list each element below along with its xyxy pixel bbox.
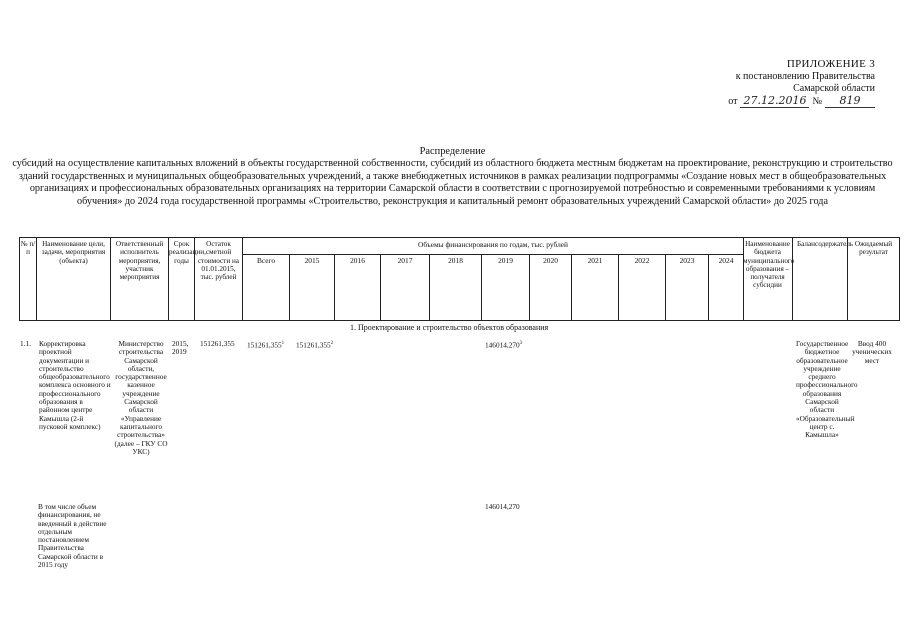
row-total-note: 1 (281, 341, 285, 346)
document-heading (12, 146, 893, 208)
header-year-2016: 2016 (335, 254, 381, 320)
row-num: 1.1. (20, 339, 31, 348)
row-including-2019: 146014,270 (485, 502, 520, 511)
header-result: Ожидаемый результат (854, 240, 893, 257)
header-year-2024: 2024 (718, 256, 734, 265)
header-term: Срок реализации, годы (169, 238, 195, 320)
header-year-2017: 2017 (381, 254, 430, 320)
section-title: 1. Проектирование и строительство объектов образования (350, 323, 549, 332)
appendix-title: ПРИЛОЖЕНИЕ 3 (786, 58, 875, 70)
row-2015-note: 2 (330, 341, 334, 346)
header-num: № п/п (20, 238, 37, 320)
appendix-block (675, 58, 875, 108)
header-year-2015: 2015 (290, 254, 335, 320)
row-2015-value: 151261,355 (296, 340, 331, 350)
header-year-2021: 2021 (572, 254, 619, 320)
row-2019 (485, 340, 522, 350)
appendix-line-1: к постановлению Правительства (735, 71, 875, 82)
row-balance: 151261,355 (200, 339, 235, 348)
handwritten-date: 27.12.2016 (740, 95, 809, 108)
header-year-2022: 2022 (619, 254, 666, 320)
table-header (19, 237, 900, 321)
header-volumes-group (243, 238, 744, 320)
row-result: Ввод 400 ученических мест (852, 339, 892, 365)
header-holder: Балансодержатель (793, 238, 848, 320)
header-year-2019: 2019 (482, 254, 530, 320)
row-2019-value: 146014,270 (485, 340, 520, 350)
number-prefix: № (812, 96, 822, 107)
header-volumes: Объемы финансирования по годам, тыс. рублей (243, 238, 743, 255)
row-total (247, 340, 284, 350)
row-term: 2015, 2019 (172, 339, 189, 357)
row-total-value: 151261,355 (247, 340, 282, 350)
row-holder: Государственное бюджетное образовательное учреждение среднего профессионального образования Самарской области «Образовательный центр с. Камышла» (796, 339, 858, 440)
header-year-total: Всего (243, 254, 290, 320)
row-executor: Министерство строительства Самарской области, государственное казенное учреждение Самарской области «Управление капитального строительства» (далее – ГКУ СО УКС) (114, 339, 168, 456)
row-2015 (296, 340, 333, 350)
header-executor: Ответственный исполнитель мероприятия, участник мероприятия (111, 238, 169, 320)
appendix-date-line (675, 95, 875, 108)
row-name: Корректировка проектной документации и строительство общеобразовательного комплекса основного и профессионального образования в районном центре Камышла (2-й пусковой комплекс) (39, 339, 111, 431)
heading-title: Распределение (419, 146, 486, 157)
row-including-name: В том числе объем финансирования, не введенный в действие отдельным постановлением Правительства Самарской области в 2015 году (38, 502, 107, 570)
date-prefix: от (728, 96, 738, 107)
heading-body: субсидий на осуществление капитальных вложений в объекты государственной собственности, субсидий из областного бюджета местным бюджетам на проектирование, реконструкцию и строительство зданий государственных и муниципальных общеобразовательных учреждений, а также внебюджетных источников в рамках реализации подпрограммы «Создание новых мест в общеобразовательных организациях и профессиональных образовательных организациях на территории Самарской области в соответствии с прогнозируемой потребностью и современными требованиями к условиям обучения» до 2024 года государственной программы «Строительство, реконструкция и капитальный ремонт образовательных учреждений Самарской области» до 2025 года (12, 158, 893, 207)
appendix-line-2: Самарской области (793, 83, 875, 94)
handwritten-number: 819 (825, 95, 875, 108)
header-recipient: Наименование бюджета муниципального образования – получателя субсидии (743, 238, 793, 320)
header-name: Наименование цели, задачи, мероприятия (объекта) (37, 238, 111, 320)
header-balance: Остаток сметной стоимости на 01.01.2015, тыс. рублей (195, 238, 243, 320)
row-2019-note: 3 (519, 341, 523, 346)
header-year-2020: 2020 (530, 254, 572, 320)
header-year-2023: 2023 (666, 254, 709, 320)
header-year-2018: 2018 (430, 254, 482, 320)
